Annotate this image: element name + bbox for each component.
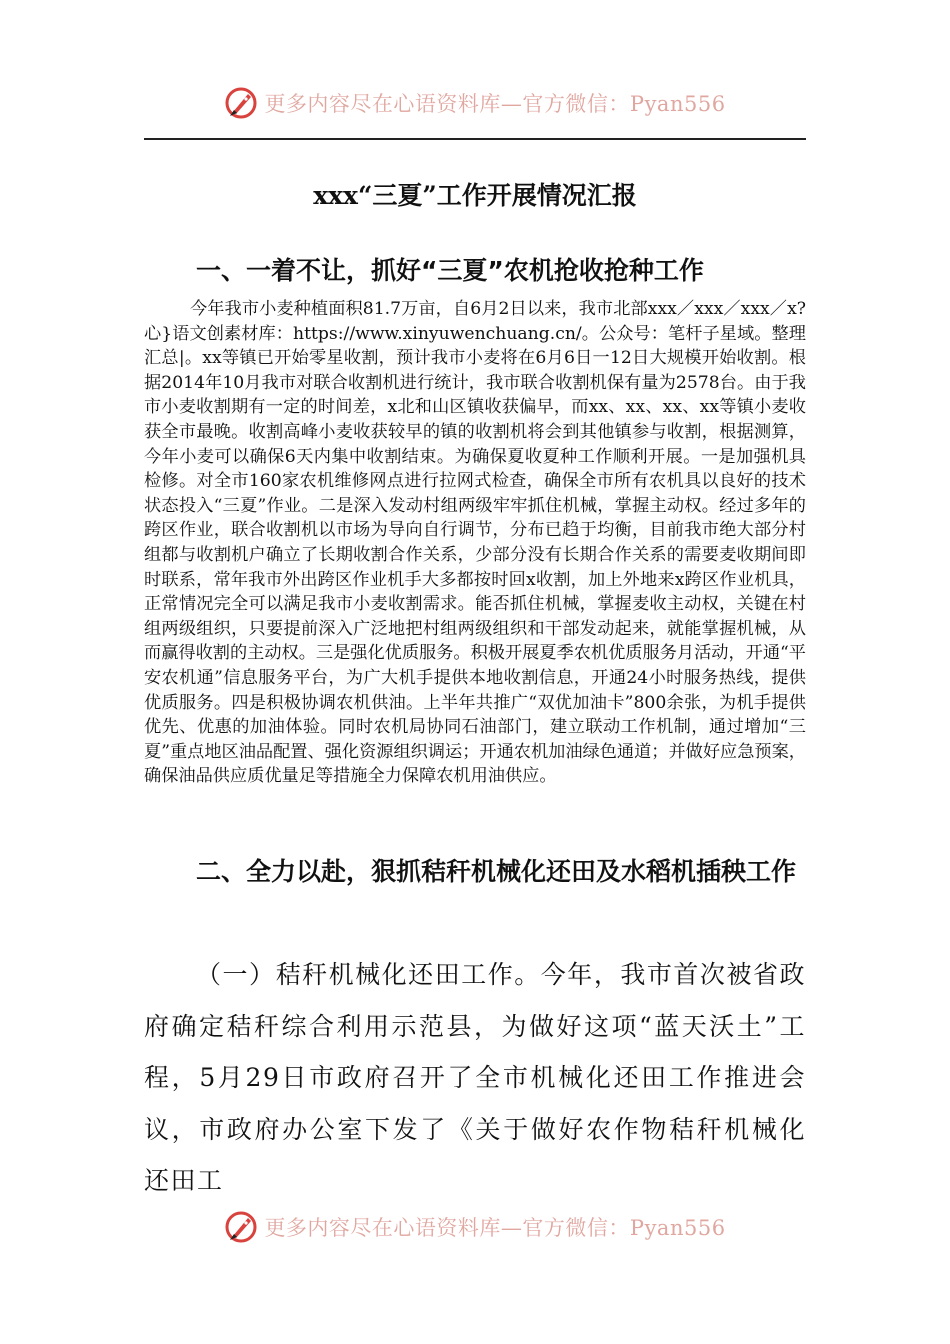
pen-nib-logo-icon [224,1210,258,1244]
header-divider [144,138,806,140]
section-1-heading: 一、一着不让，抓好“三夏”农机抢收抢种工作 [196,256,704,285]
header-banner-text: 更多内容尽在心语资料库—官方微信：Pyan556 [264,92,726,116]
section-2-heading: 二、全力以赴，狠抓秸秆机械化还田及水稻机插秧工作 [196,857,797,886]
document-title: xxx“三夏”工作开展情况汇报 [313,181,637,210]
footer-banner-content [224,1210,725,1244]
section-1-paragraph: 今年我市小麦种植面积81.7万亩，自6月2日以来，我市北部xxx／xxx／xxx／x?心}语文创素材库：https://www.xinyuwenchuang.cn/。公众号：笔杆子星域。整理汇总|。xx等镇已开始零星收割，预计我市小麦将在6月6日一12日大规模开始收割。根据2014年10月我市对联合收割机进行统计，我市联合收割机保有量为2578台。由于我市小麦收割期有一定的时间差，x北和山区镇收获偏早，而xx、xx、xx、xx等镇小麦收获全市最晚。收割高峰小麦收获较早的镇的收割机将会到其他镇参与收割，根据测算，今年小麦可以确保6天内集中收割结束。为确保夏收夏种工作顺利开展。一是加强机具检修。对全市160家农机维修网点进行拉网式检查，确保全市所有农机具以良好的技术状态投入“三夏”作业。二是深入发动村组两级牢牢抓住机械，掌握主动权。经过多年的跨区作业，联合收割机以市场为导向自行调节，分布已趋于均衡，目前我市绝大部分村组都与收割机户确立了长期收割合作关系，少部分没有长期合作关系的需要麦收期间即时联系，常年我市外出跨区作业机手大多都按时回x收割，加上外地来x跨区作业机具，正常情况完全可以满足我市小麦收割需求。能否抓住机械，掌握麦收主动权，关键在村组两级组织，只要提前深入广泛地把村组两级组织和干部发动起来，就能掌握机械，从而赢得收割的主动权。三是强化优质服务。积极开展夏季农机优质服务月活动，开通“平安农机通”信息服务平台，为广大机手提供本地收割信息，开通24小时服务热线，提供优质服务。四是积极协调农机供油。上半年共推广“双优加油卡”800余张，为机手提供优先、优惠的加油体验。同时农机局协同石油部门，建立联动工作机制，通过增加“三夏”重点地区油品配置、强化资源组织调运；开通农机加油绿色通道；并做好应急预案，确保油品供应质优量足等措施全力保障农机用油供应。 [144,299,806,787]
header-banner-content [224,86,725,120]
footer-banner-text: 更多内容尽在心语资料库—官方微信：Pyan556 [264,1216,726,1240]
footer-banner [0,1204,950,1250]
section-2-paragraph: （一）秸秆机械化还田工作。今年，我市首次被省政府确定秸秆综合利用示范县，为做好这项“蓝天沃土”工程，5月29日市政府召开了全市机械化还田工作推进会议，市政府办公室下发了《关于做好农作物秸秆机械化还田工 [144,960,806,1195]
pen-nib-logo-icon [224,86,258,120]
header-banner [0,80,950,126]
